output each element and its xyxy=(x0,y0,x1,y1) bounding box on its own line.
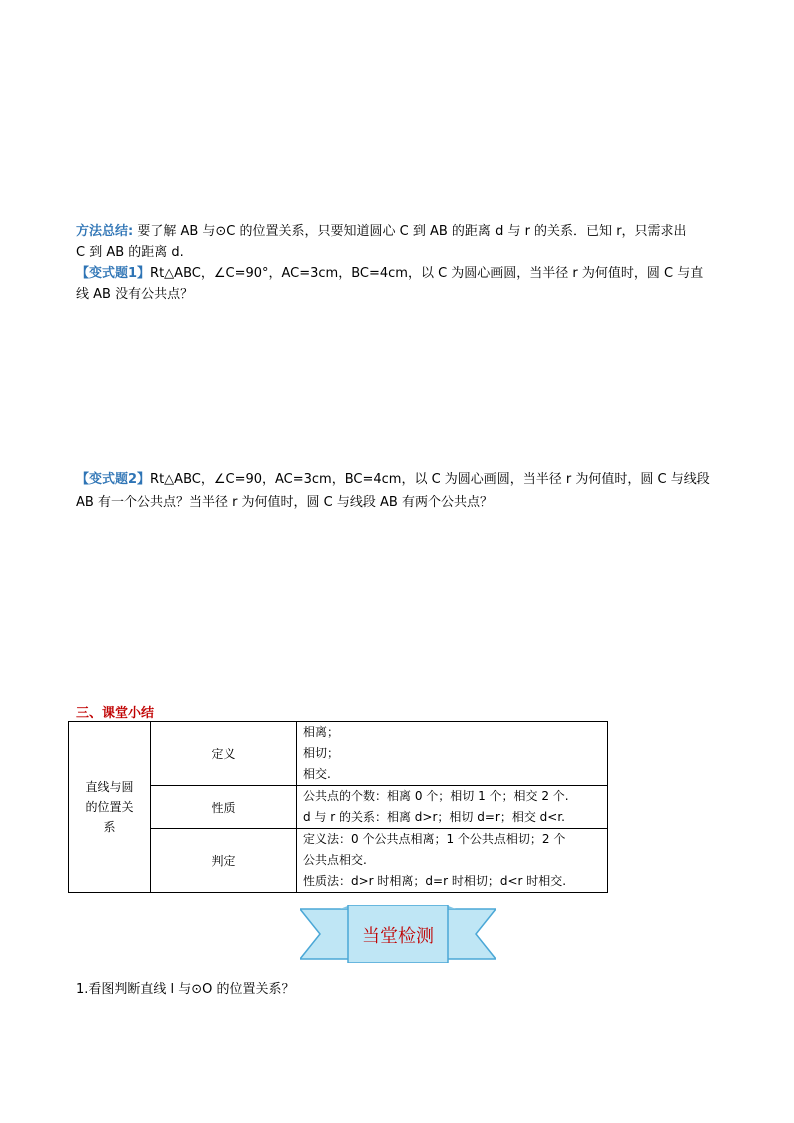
topic-cell xyxy=(69,722,151,893)
content-line: 相切； xyxy=(303,746,340,760)
content-line: 相离； xyxy=(303,725,340,739)
variant1-label: 【变式题1】 xyxy=(76,266,151,281)
variant2-line1 xyxy=(76,470,710,490)
content-line: 定义法：0 个公共点相离；1 个公共点相切；2 个 xyxy=(303,832,566,846)
content-line: 相交. xyxy=(303,767,331,781)
variant2-line2: AB 有一个公共点？当半径 r 为何值时，圆 C 与线段 AB 有两个公共点？ xyxy=(76,495,493,510)
variant2-text1: Rt△ABC，∠C=90，AC=3cm，BC=4cm，以 C 为圆心画圆，当半径 r 为何值时，圆 C 与线段 xyxy=(150,472,710,487)
quiz-banner xyxy=(300,905,496,963)
property-content xyxy=(297,786,608,829)
banner-left-tail xyxy=(300,909,350,959)
banner-text: 当堂检测 xyxy=(362,926,434,947)
variant1-text1: Rt△ABC，∠C=90°，AC=3cm，BC=4cm，以 C 为圆心画圆，当半径 r 为何值时，圆 C 与直 xyxy=(150,266,704,281)
category-property: 性质 xyxy=(151,786,297,829)
method-summary-text1: 要了解 AB 与⊙C 的位置关系，只要知道圆心 C 到 AB 的距离 d 与 r 的关系．已知 r，只需求出 xyxy=(133,224,687,239)
topic-line: 直线与圆 xyxy=(85,780,134,794)
banner-right-tail xyxy=(446,909,496,959)
method-summary-label: 方法总结: xyxy=(76,224,134,239)
question-1: 1.看图判断直线 l 与⊙O 的位置关系？ xyxy=(76,982,295,997)
definition-content xyxy=(297,722,608,786)
section-heading: 三、课堂小结 xyxy=(76,706,155,721)
variant1-line2: 线 AB 没有公共点？ xyxy=(76,287,194,302)
content-line: 公共点相交. xyxy=(303,853,367,867)
category-judgement: 判定 xyxy=(151,829,297,893)
content-line: 公共点的个数：相离 0 个；相切 1 个；相交 2 个. xyxy=(303,789,569,803)
summary-table xyxy=(68,721,608,893)
method-summary-line1 xyxy=(76,222,687,242)
judgement-content xyxy=(297,829,608,893)
variant2-label: 【变式题2】 xyxy=(76,472,151,487)
method-summary-line2: C 到 AB 的距离 d. xyxy=(76,245,184,260)
variant1-line1 xyxy=(76,264,703,284)
topic-line: 系 xyxy=(103,820,116,834)
category-definition: 定义 xyxy=(151,722,297,786)
content-line: d 与 r 的关系：相离 d>r；相切 d=r；相交 d<r. xyxy=(303,810,565,824)
content-line: 性质法：d>r 时相离；d=r 时相切；d<r 时相交. xyxy=(303,874,567,888)
topic-line: 的位置关 xyxy=(85,800,134,814)
